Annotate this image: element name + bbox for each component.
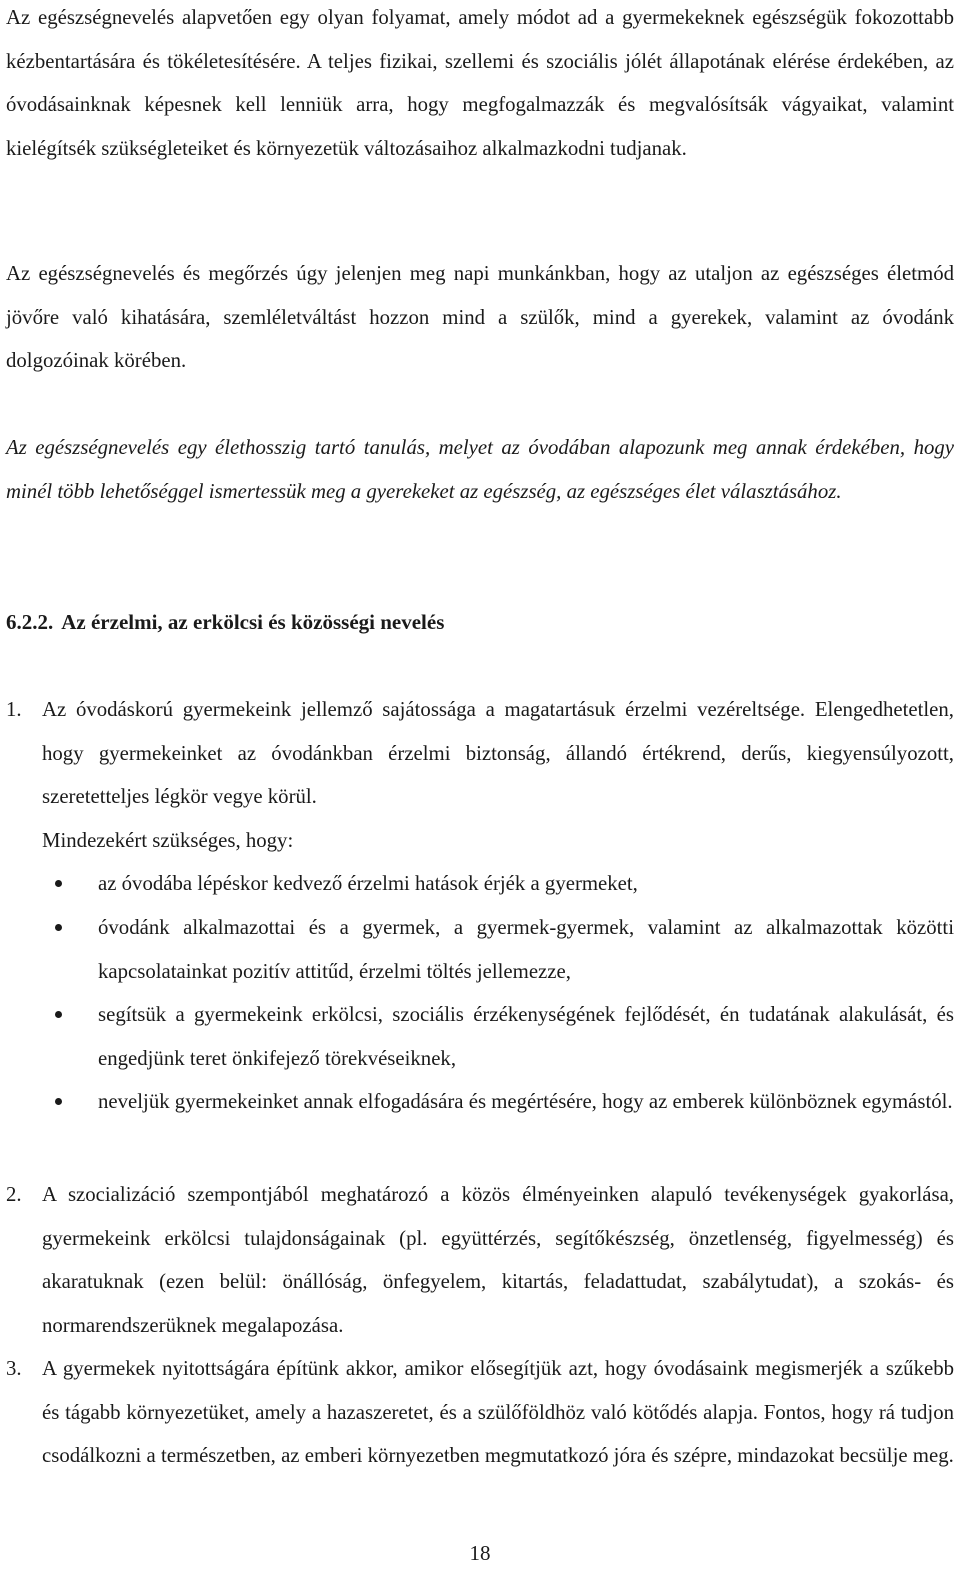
bullet-dot-icon: [55, 880, 62, 887]
item-text: Az óvodáskorú gyermekeink jellemző sajátossága a magatartásuk érzelmi vezéreltsége. Elengedhetetlen, hogy gyermekeinket az óvodánkban érzelmi biztonság, állandó értékrend, derűs, kiegyensúlyozott, szeretetteljes légkör vegye körül.: [42, 698, 954, 809]
item-lead: Mindezekért szükséges, hogy:: [42, 828, 294, 852]
item-number: 1.: [6, 698, 22, 721]
numbered-item-1: [6, 688, 954, 1124]
bullet-item: segítsük a gyermekeink erkölcsi, szociális érzékenységének fejlődését, én tudatának alakulását, és engedjünk teret önkifejező törekvéseiknek,: [42, 993, 954, 1080]
item-number: 2.: [6, 1183, 22, 1206]
numbered-item-2: [6, 1173, 954, 1347]
page-number: 18: [469, 1541, 491, 1565]
bullet-item: óvodánk alkalmazottai és a gyermek, a gyermek-gyermek, valamint az alkalmazottak közötti kapcsolatainkat pozitív attitűd, érzelmi töltés jellemezze,: [42, 906, 954, 993]
section-number: 6.2.2.: [6, 610, 54, 634]
item-text: A gyermekek nyitottságára építünk akkor, amikor elősegítjük azt, hogy óvodásaink megismerjék a szűkebb és tágabb környezetüket, amely a hazaszeretet, és a szülőföldhöz való kötődés alapja. Fontos, hogy rá tudjon csodálkozni a természetben, az emberi környezetben megmutatkozó jóra és szépre, mindazokat becsülje meg.: [42, 1357, 954, 1468]
bullet-item: neveljük gyermekeinket annak elfogadására és megértésére, hogy az emberek különböznek egymástól.: [42, 1080, 954, 1124]
bullet-dot-icon: [55, 924, 62, 931]
bullet-list: [42, 862, 954, 1124]
item-text: A szocializáció szempontjából meghatározó a közös élményeinken alapuló tevékenységek gyakorlása, gyermekeink erkölcsi tulajdonságainak (pl. együttérzés, segítőkészség, önzetlenség, figyelmesség) és akaratuknak (ezen belül: önállóság, önfegyelem, kitartás, feladattudat, szabálytudat), a szokás- és normarendszerüknek megalapozása.: [42, 1183, 954, 1337]
numbered-item-3: [6, 1347, 954, 1478]
paragraph-health-education-intro: Az egészségnevelés alapvetően egy olyan folyamat, amely módot ad a gyermekeknek egészségük fokozottabb kézbentartására és tökéletesítésére. A teljes fizikai, szellemi és szociális jólét állapotának elérése érdekében, az óvodásainknak képesnek kell lenniük arra, hogy megfogalmazzák és megvalósítsák vágyaikat, valamint kielégítsék szükségleteiket és környezetük változásaihoz alkalmazkodni tudjanak.: [6, 6, 954, 160]
bullet-dot-icon: [55, 1011, 62, 1018]
bullet-item: az óvodába lépéskor kedvező érzelmi hatások érjék a gyermeket,: [42, 862, 954, 906]
bullet-dot-icon: [55, 1098, 62, 1105]
paragraph-health-preservation: Az egészségnevelés és megőrzés úgy jelenjen meg napi munkánkban, hogy az utaljon az egészséges életmód jövőre való kihatására, szemléletváltást hozzon mind a szülők, mind a gyerekek, valamint az óvodánk dolgozóinak körében.: [6, 262, 954, 373]
section-title: Az érzelmi, az erkölcsi és közösségi nevelés: [61, 610, 445, 634]
item-number: 3.: [6, 1357, 22, 1380]
paragraph-lifelong-learning: Az egészségnevelés egy élethosszig tartó tanulás, melyet az óvodában alapozunk meg annak érdekében, hogy minél több lehetőséggel ismertessük meg a gyerekeket az egészség, az egészséges élet választásához.: [6, 436, 954, 503]
section-heading: [6, 601, 444, 644]
